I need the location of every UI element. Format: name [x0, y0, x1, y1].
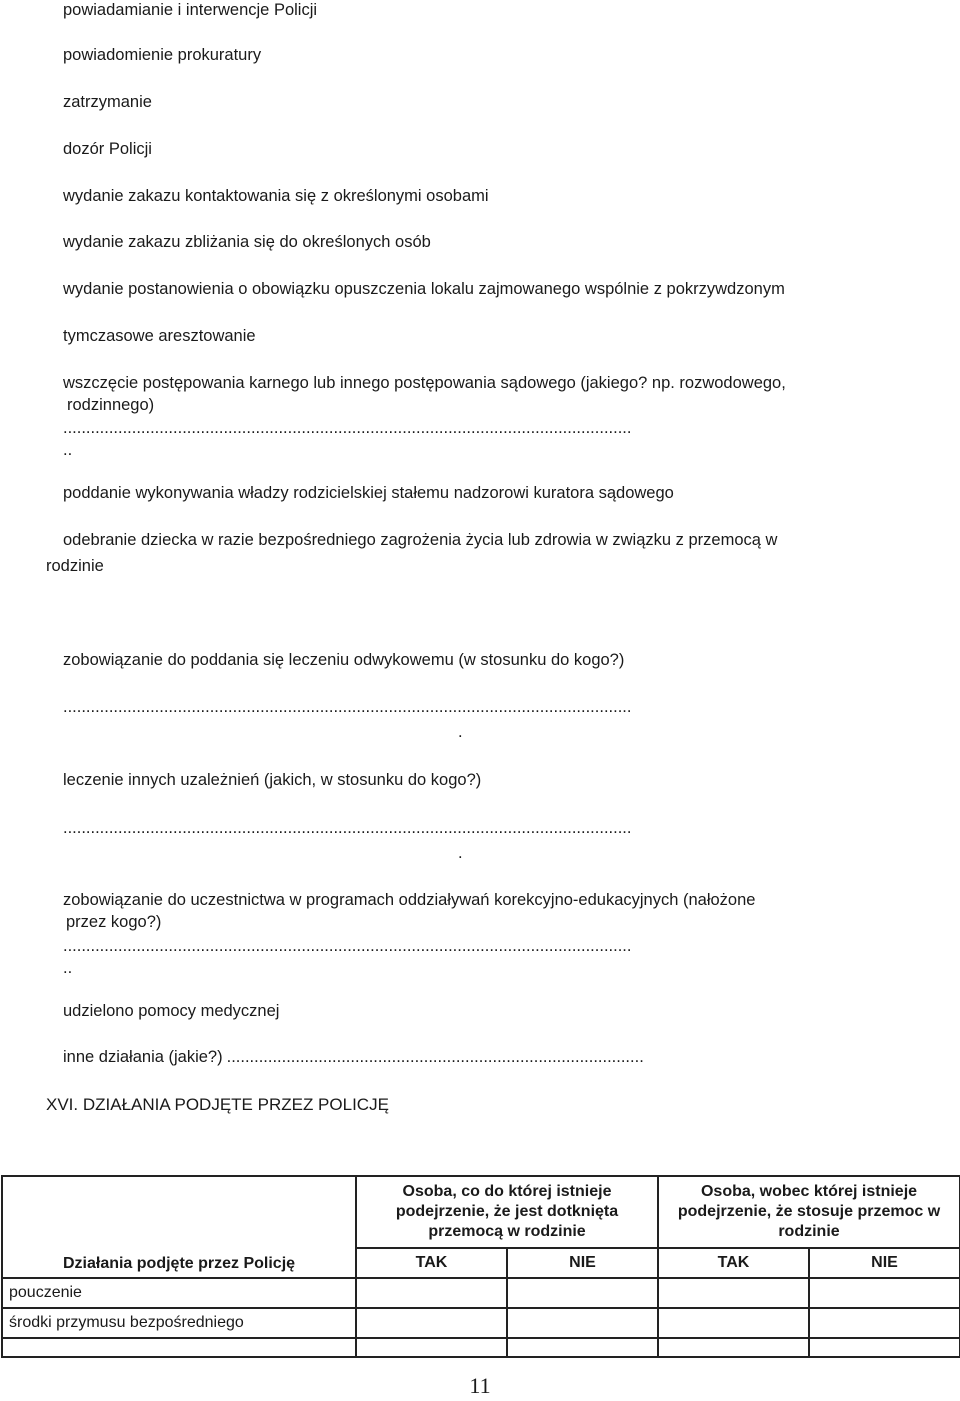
- fill-line-programs: ............................................................................................................................: [63, 937, 632, 955]
- item-guardian-supervision: poddanie wykonywania władzy rodzicielskiej stałemu nadzorowi kuratora sądowego: [63, 484, 674, 502]
- item-approach-ban: wydanie zakazu zbliżania się do określonych osób: [63, 233, 431, 251]
- item-other-actions: [63, 1047, 644, 1068]
- table-row: [2, 1278, 960, 1308]
- row-label-instruction: pouczenie: [2, 1278, 356, 1308]
- cell-perpetrator-no[interactable]: [809, 1308, 960, 1338]
- item-medical-help: udzielono pomocy medycznej: [63, 1002, 280, 1020]
- police-actions-table: [1, 1175, 960, 1358]
- cell-empty[interactable]: [658, 1338, 809, 1357]
- item-detention: zatrzymanie: [63, 93, 152, 111]
- item-child-removal-cont: rodzinie: [46, 557, 104, 575]
- cell-perpetrator-yes[interactable]: [658, 1308, 809, 1338]
- item-pretrial-arrest: tymczasowe aresztowanie: [63, 327, 256, 345]
- table-header-perpetrator-no: NIE: [809, 1248, 960, 1278]
- item-leave-premises-order: wydanie postanowienia o obowiązku opuszczenia lokalu zajmowanego wspólnie z pokrzywdzonym: [63, 280, 785, 298]
- cell-empty[interactable]: [809, 1338, 960, 1357]
- fill-line-other-actions: ...........................................................................................: [226, 1048, 644, 1066]
- cell-victim-no[interactable]: [507, 1278, 658, 1308]
- item-police-notification: powiadamianie i interwencje Policji: [63, 1, 318, 19]
- fill-line-proceedings: ............................................................................................................................: [63, 419, 632, 437]
- table-row: [2, 1308, 960, 1338]
- table-header-victim-yes: TAK: [356, 1248, 507, 1278]
- row-label-empty: [2, 1338, 356, 1357]
- table-header-actions: [2, 1176, 356, 1278]
- item-correctional-programs-cont: przez kogo?): [66, 913, 162, 931]
- item-correctional-programs: zobowiązanie do uczestnictwa w programach oddziaływań korekcyjno-edukacyjnych (nałożone: [63, 891, 756, 909]
- cell-victim-yes[interactable]: [356, 1278, 507, 1308]
- fill-line-programs-end: ..: [63, 959, 73, 977]
- item-child-removal: odebranie dziecka w razie bezpośredniego zagrożenia życia lub zdrowia w związku z przemocą w: [63, 531, 778, 549]
- item-alcohol-treatment: zobowiązanie do poddania się leczeniu odwykowemu (w stosunku do kogo?): [63, 651, 625, 669]
- item-contact-ban: wydanie zakazu kontaktowania się z określonymi osobami: [63, 187, 489, 205]
- item-criminal-proceedings-cont: rodzinnego): [67, 396, 155, 414]
- table-header-victim: Osoba, co do której istnieje podejrzenie, że jest dotknięta przemocą w rodzinie: [356, 1176, 658, 1248]
- cell-victim-yes[interactable]: [356, 1308, 507, 1338]
- cell-perpetrator-no[interactable]: [809, 1278, 960, 1308]
- page-number: 11: [469, 1373, 491, 1398]
- cell-empty[interactable]: [507, 1338, 658, 1357]
- fill-line-addictions: ............................................................................................................................: [63, 819, 632, 837]
- fill-line-alcohol-end: .: [458, 723, 463, 741]
- item-criminal-proceedings: wszczęcie postępowania karnego lub innego postępowania sądowego (jakiego? np. rozwodowego,: [63, 374, 786, 392]
- item-prosecutor-notification: powiadomienie prokuratury: [63, 46, 262, 64]
- table-row: [2, 1338, 960, 1357]
- table-header-perpetrator: Osoba, wobec której istnieje podejrzenie, że stosuje przemoc w rodzinie: [658, 1176, 960, 1248]
- table-header-victim-no: NIE: [507, 1248, 658, 1278]
- cell-empty[interactable]: [356, 1338, 507, 1357]
- fill-line-proceedings-end: ..: [63, 441, 73, 459]
- table-header-perpetrator-yes: TAK: [658, 1248, 809, 1278]
- fill-line-alcohol: ............................................................................................................................: [63, 698, 632, 716]
- item-police-supervision: dozór Policji: [63, 140, 152, 158]
- other-actions-label: inne działania (jakie?): [63, 1048, 223, 1066]
- cell-victim-no[interactable]: [507, 1308, 658, 1338]
- row-label-coercive-measures: środki przymusu bezpośredniego: [2, 1308, 356, 1338]
- section-title: XVI. DZIAŁANIA PODJĘTE PRZEZ POLICJĘ: [46, 1095, 389, 1114]
- item-other-addictions: leczenie innych uzależnień (jakich, w stosunku do kogo?): [63, 771, 482, 789]
- fill-line-addictions-end: .: [458, 844, 463, 862]
- cell-perpetrator-yes[interactable]: [658, 1278, 809, 1308]
- table-header-actions-label: Działania podjęte przez Policję: [62, 1255, 296, 1273]
